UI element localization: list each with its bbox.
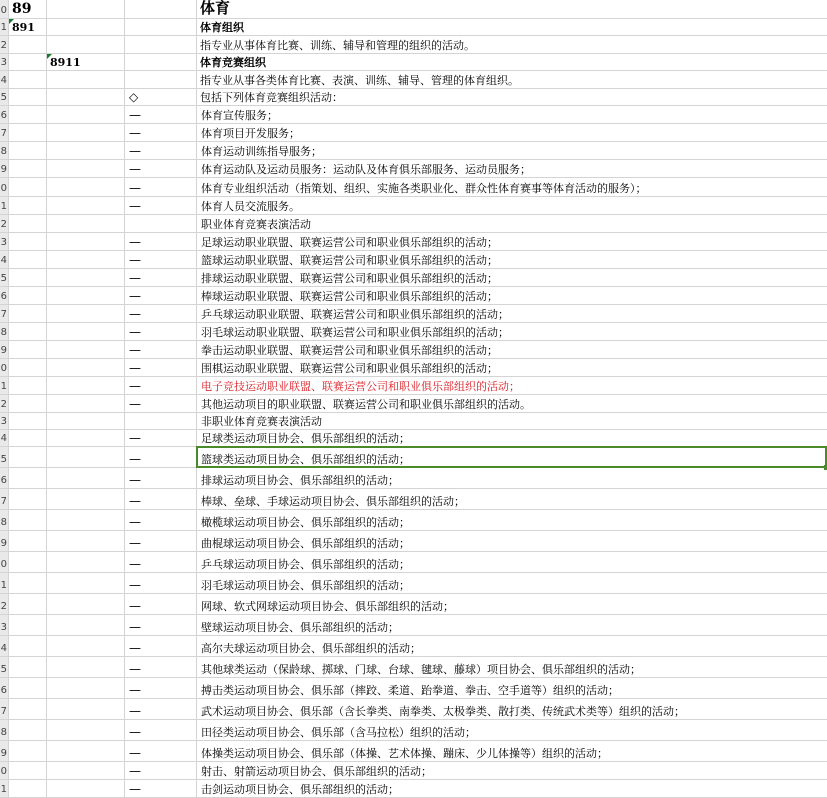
sheet-row: [0, 71, 827, 89]
cell-col-b[interactable]: [47, 197, 125, 214]
cell-col-a[interactable]: [9, 178, 47, 196]
cell-col-d[interactable]: 电子竞技运动职业联盟、联赛运营公司和职业俱乐部组织的活动；: [201, 380, 520, 393]
sheet-row: [0, 510, 827, 531]
cell-col-a[interactable]: [9, 160, 47, 177]
cell-col-a[interactable]: [9, 510, 47, 530]
cell-col-b[interactable]: [47, 178, 125, 196]
cell-col-c[interactable]: —: [125, 233, 197, 250]
sheet-row: [0, 269, 827, 287]
sheet-row: [0, 573, 827, 594]
cell-col-d[interactable]: 棒球、垒球、手球运动项目协会、俱乐部组织的活动；: [201, 495, 465, 508]
cell-col-d[interactable]: 体育宣传服务；: [201, 109, 278, 122]
row-header[interactable]: 5: [0, 657, 9, 677]
cell-col-c[interactable]: [125, 19, 197, 35]
cell-col-d[interactable]: 羽毛球运动职业联盟、联赛运营公司和职业俱乐部组织的活动；: [201, 326, 509, 339]
cell-col-a[interactable]: [9, 233, 47, 250]
cell-col-b[interactable]: [47, 552, 125, 572]
cell-col-c[interactable]: —: [125, 160, 197, 177]
cell-col-d[interactable]: 体育专业组织活动（指策划、组织、实施各类职业化、群众性体育赛事等体育活动的服务）；: [201, 182, 647, 195]
cell-col-a[interactable]: [9, 71, 47, 88]
cell-col-a[interactable]: [9, 741, 47, 761]
cell-col-b[interactable]: [47, 287, 125, 304]
cell-col-d[interactable]: 乒乓球运动职业联盟、联赛运营公司和职业俱乐部组织的活动；: [201, 308, 509, 321]
row-header[interactable]: 4: [0, 251, 9, 268]
cell-col-d[interactable]: 搏击类运动项目协会、俱乐部（摔跤、柔道、跆拳道、拳击、空手道等）组织的活动；: [201, 684, 619, 697]
cell-col-d[interactable]: 曲棍球运动项目协会、俱乐部组织的活动；: [201, 537, 410, 550]
sheet-row: [0, 106, 827, 124]
cell-col-b[interactable]: [47, 106, 125, 123]
row-header[interactable]: 0: [0, 552, 9, 572]
cell-col-a[interactable]: [9, 430, 47, 446]
cell-col-b[interactable]: [47, 468, 125, 488]
cell-col-b[interactable]: [47, 233, 125, 250]
cell-col-a[interactable]: [9, 89, 47, 105]
sheet-row: [0, 233, 827, 251]
cell-col-b[interactable]: [47, 678, 125, 698]
row-header[interactable]: 9: [0, 160, 9, 177]
cell-col-c[interactable]: —: [125, 287, 197, 304]
cell-col-c[interactable]: [125, 0, 197, 18]
cell-col-b[interactable]: [47, 215, 125, 232]
cell-col-c[interactable]: —: [125, 323, 197, 340]
row-header[interactable]: 5: [0, 269, 9, 286]
sheet-row: [0, 741, 827, 762]
sheet-row: [0, 615, 827, 636]
cell-col-c[interactable]: —: [125, 762, 197, 779]
row-header[interactable]: 7: [0, 699, 9, 719]
cell-col-c[interactable]: —: [125, 305, 197, 322]
cell-col-d[interactable]: 非职业体育竞赛表演活动: [201, 415, 322, 428]
cell-col-d[interactable]: 指专业从事各类体育比赛、表演、训练、辅导、管理的体育组织。: [200, 74, 519, 87]
cell-col-d[interactable]: 高尔夫球运动项目协会、俱乐部组织的活动；: [201, 642, 421, 655]
cell-col-c[interactable]: —: [125, 636, 197, 656]
cell-col-c[interactable]: —: [125, 780, 197, 797]
sheet-row: [0, 762, 827, 780]
cell-col-d[interactable]: 橄榄球运动项目协会、俱乐部组织的活动；: [201, 516, 410, 529]
cell-col-a[interactable]: [9, 251, 47, 268]
cell-col-d[interactable]: 其他运动项目的职业联盟、联赛运营公司和职业俱乐部组织的活动。: [201, 398, 531, 411]
cell-col-a[interactable]: [9, 395, 47, 412]
row-header[interactable]: 8: [0, 510, 9, 530]
cell-col-c[interactable]: [125, 413, 197, 429]
row-header[interactable]: 3: [0, 54, 9, 70]
cell-col-a[interactable]: [9, 447, 47, 467]
cell-col-a[interactable]: [9, 197, 47, 214]
row-header[interactable]: 2: [0, 594, 9, 614]
cell-col-b[interactable]: [47, 323, 125, 340]
cell-col-b[interactable]: [47, 71, 125, 88]
row-header[interactable]: 1: [0, 573, 9, 593]
cell-col-d[interactable]: 体育运动队及运动员服务：运动队及体育俱乐部服务、运动员服务；: [201, 163, 531, 176]
cell-col-a[interactable]: [9, 573, 47, 593]
cell-col-b[interactable]: [47, 19, 125, 35]
cell-col-a[interactable]: [9, 36, 47, 53]
cell-col-c[interactable]: —: [125, 341, 197, 358]
cell-col-c[interactable]: —: [125, 124, 197, 141]
cell-col-a[interactable]: [9, 636, 47, 656]
cell-col-a[interactable]: [9, 615, 47, 635]
sheet-row: [0, 19, 827, 36]
cell-col-c[interactable]: —: [125, 531, 197, 551]
cell-col-d[interactable]: 壁球运动项目协会、俱乐部组织的活动；: [201, 621, 399, 634]
cell-col-a[interactable]: 89: [9, 0, 47, 18]
cell-col-d[interactable]: 体育运动训练指导服务；: [201, 145, 322, 158]
cell-col-b[interactable]: [47, 124, 125, 141]
sheet-row: [0, 359, 827, 377]
cell-col-d[interactable]: 体育竞赛组织: [200, 56, 266, 69]
cell-col-b[interactable]: [47, 413, 125, 429]
cell-col-c[interactable]: —: [125, 468, 197, 488]
cell-col-d[interactable]: 体育: [200, 0, 231, 17]
row-header[interactable]: 7: [0, 489, 9, 509]
sheet-row: [0, 305, 827, 323]
cell-col-c[interactable]: —: [125, 657, 197, 677]
cell-col-b[interactable]: [47, 699, 125, 719]
cell-col-a[interactable]: [9, 269, 47, 286]
cell-col-b[interactable]: [47, 341, 125, 358]
cell-col-c[interactable]: —: [125, 594, 197, 614]
cell-col-b[interactable]: [47, 780, 125, 797]
cell-col-a[interactable]: [9, 489, 47, 509]
sheet-row: [0, 160, 827, 178]
cell-col-c[interactable]: —: [125, 395, 197, 412]
cell-col-c[interactable]: [125, 71, 197, 88]
sheet-row: [0, 36, 827, 54]
cell-col-b[interactable]: [47, 395, 125, 412]
cell-col-a[interactable]: [9, 377, 47, 394]
sheet-row: [0, 142, 827, 160]
cell-col-a[interactable]: [9, 413, 47, 429]
cell-col-a[interactable]: [9, 323, 47, 340]
sheet-row: [0, 395, 827, 413]
row-header[interactable]: 8: [0, 720, 9, 740]
error-indicator-icon: [9, 19, 14, 24]
cell-col-b[interactable]: [47, 720, 125, 740]
row-header[interactable]: 4: [0, 430, 9, 446]
sheet-row: [0, 531, 827, 552]
row-header[interactable]: 6: [0, 678, 9, 698]
cell-col-d[interactable]: 体育组织: [200, 21, 244, 34]
cell-col-b[interactable]: [47, 0, 125, 18]
row-header[interactable]: 1: [0, 197, 9, 214]
row-header[interactable]: 8: [0, 323, 9, 340]
cell-col-d[interactable]: 职业体育竞赛表演活动: [201, 218, 311, 231]
cell-col-d[interactable]: 篮球类运动项目协会、俱乐部组织的活动；: [201, 453, 410, 466]
cell-col-c[interactable]: —: [125, 615, 197, 635]
sheet-row: [0, 413, 827, 430]
sheet-row: [0, 636, 827, 657]
cell-col-b[interactable]: [47, 142, 125, 159]
cell-col-d[interactable]: 其他球类运动（保龄球、掷球、门球、台球、毽球、藤球）项目协会、俱乐部组织的活动；: [201, 663, 641, 676]
row-header[interactable]: 3: [0, 413, 9, 429]
cell-col-b[interactable]: [47, 269, 125, 286]
cell-col-b[interactable]: [47, 657, 125, 677]
cell-col-d[interactable]: 拳击运动职业联盟、联赛运营公司和职业俱乐部组织的活动；: [201, 344, 498, 357]
cell-col-c[interactable]: —: [125, 197, 197, 214]
cell-col-b[interactable]: [47, 305, 125, 322]
cell-col-a[interactable]: [9, 106, 47, 123]
sheet-row: [0, 720, 827, 741]
row-header[interactable]: 6: [0, 468, 9, 488]
sheet-row: [0, 215, 827, 233]
cell-col-a[interactable]: [9, 594, 47, 614]
cell-col-d[interactable]: 田径类运动项目协会、俱乐部（含马拉松）组织的活动；: [201, 726, 476, 739]
sheet-row: [0, 287, 827, 305]
row-header[interactable]: 8: [0, 142, 9, 159]
cell-col-a[interactable]: [9, 678, 47, 698]
cell-col-a[interactable]: [9, 468, 47, 488]
cell-col-b[interactable]: [47, 594, 125, 614]
row-header[interactable]: 6: [0, 106, 9, 123]
cell-col-a[interactable]: [9, 531, 47, 551]
row-header[interactable]: 3: [0, 233, 9, 250]
cell-col-b[interactable]: [47, 531, 125, 551]
sheet-row: [0, 54, 827, 71]
cell-col-b[interactable]: [47, 251, 125, 268]
cell-col-c[interactable]: —: [125, 251, 197, 268]
row-header[interactable]: 9: [0, 531, 9, 551]
cell-col-b[interactable]: [47, 359, 125, 376]
cell-col-d[interactable]: 网球、软式网球运动项目协会、俱乐部组织的活动；: [201, 600, 454, 613]
row-header[interactable]: 1: [0, 780, 9, 797]
row-header[interactable]: 0: [0, 178, 9, 196]
cell-col-c[interactable]: [125, 36, 197, 53]
row-header[interactable]: 9: [0, 741, 9, 761]
cell-col-b[interactable]: [47, 377, 125, 394]
row-header[interactable]: 2: [0, 215, 9, 232]
cell-col-c[interactable]: —: [125, 510, 197, 530]
sheet-row: [0, 0, 827, 19]
row-header[interactable]: 6: [0, 287, 9, 304]
cell-col-b[interactable]: [47, 430, 125, 446]
cell-col-a[interactable]: [9, 780, 47, 797]
cell-col-b[interactable]: 8911: [47, 54, 125, 70]
cell-col-c[interactable]: —: [125, 489, 197, 509]
row-header[interactable]: 5: [0, 89, 9, 105]
row-header[interactable]: 7: [0, 305, 9, 322]
cell-col-b[interactable]: [47, 89, 125, 105]
cell-col-d[interactable]: 包括下列体育竞赛组织活动：: [200, 91, 343, 104]
cell-col-c[interactable]: —: [125, 678, 197, 698]
cell-col-c[interactable]: —: [125, 106, 197, 123]
sheet-row: [0, 323, 827, 341]
cell-col-d[interactable]: 排球运动职业联盟、联赛运营公司和职业俱乐部组织的活动；: [201, 272, 498, 285]
sheet-row: [0, 447, 827, 468]
cell-col-a[interactable]: [9, 142, 47, 159]
cell-col-d[interactable]: 排球运动项目协会、俱乐部组织的活动；: [201, 474, 399, 487]
sheet-row: [0, 178, 827, 197]
cell-col-d[interactable]: 体育项目开发服务；: [201, 127, 300, 140]
cell-col-c[interactable]: —: [125, 552, 197, 572]
row-header[interactable]: 4: [0, 71, 9, 88]
cell-col-c[interactable]: —: [125, 447, 197, 467]
cell-col-a[interactable]: [9, 720, 47, 740]
cell-col-c[interactable]: —: [125, 269, 197, 286]
row-header[interactable]: 2: [0, 36, 9, 53]
sheet-row: [0, 377, 827, 395]
row-header[interactable]: 0: [0, 0, 9, 18]
cell-col-a[interactable]: [9, 341, 47, 358]
sheet-row: [0, 89, 827, 106]
cell-col-d[interactable]: 乒乓球运动项目协会、俱乐部组织的活动；: [201, 558, 410, 571]
cell-col-b[interactable]: [47, 447, 125, 467]
sheet-row: [0, 489, 827, 510]
row-header[interactable]: 4: [0, 636, 9, 656]
sheet-row: [0, 197, 827, 215]
row-header[interactable]: 7: [0, 124, 9, 141]
cell-col-a[interactable]: [9, 305, 47, 322]
cell-col-d[interactable]: 棒球运动职业联盟、联赛运营公司和职业俱乐部组织的活动；: [201, 290, 498, 303]
sheet-row: [0, 657, 827, 678]
cell-col-c[interactable]: —: [125, 430, 197, 446]
cell-col-a[interactable]: 891: [9, 19, 47, 35]
cell-col-d[interactable]: 体操类运动项目协会、俱乐部（体操、艺术体操、蹦床、少儿体操等）组织的活动；: [201, 747, 608, 760]
cell-col-b[interactable]: [47, 636, 125, 656]
cell-col-b[interactable]: [47, 615, 125, 635]
sheet-row: [0, 699, 827, 720]
cell-col-d[interactable]: 体育人员交流服务。: [201, 200, 300, 213]
cell-col-a[interactable]: [9, 54, 47, 70]
cell-col-c[interactable]: —: [125, 359, 197, 376]
cell-col-a[interactable]: [9, 215, 47, 232]
row-header[interactable]: 5: [0, 447, 9, 467]
cell-col-c[interactable]: ◇: [125, 89, 197, 105]
cell-col-b[interactable]: [47, 762, 125, 779]
cell-col-c[interactable]: —: [125, 178, 197, 196]
row-header[interactable]: 3: [0, 615, 9, 635]
cell-col-a[interactable]: [9, 699, 47, 719]
cell-col-a[interactable]: [9, 552, 47, 572]
cell-col-c[interactable]: [125, 54, 197, 70]
cell-col-b[interactable]: [47, 510, 125, 530]
cell-col-d[interactable]: 武术运动项目协会、俱乐部（含长拳类、南拳类、太极拳类、散打类、传统武术类等）组织的活动；: [201, 705, 685, 718]
cell-col-b[interactable]: [47, 160, 125, 177]
cell-col-c[interactable]: —: [125, 699, 197, 719]
cell-col-a[interactable]: [9, 762, 47, 779]
cell-col-c[interactable]: —: [125, 142, 197, 159]
cell-col-d[interactable]: 围棋运动职业联盟、联赛运营公司和职业俱乐部组织的活动；: [201, 362, 498, 375]
sheet-row: [0, 678, 827, 699]
cell-col-a[interactable]: [9, 287, 47, 304]
cell-col-b[interactable]: [47, 573, 125, 593]
cell-col-c[interactable]: [125, 215, 197, 232]
cell-col-b[interactable]: [47, 741, 125, 761]
sheet-row: [0, 780, 827, 798]
error-indicator-icon: [47, 54, 52, 59]
cell-col-b[interactable]: [47, 489, 125, 509]
cell-col-b[interactable]: [47, 36, 125, 53]
cell-col-d[interactable]: 羽毛球运动项目协会、俱乐部组织的活动；: [201, 579, 410, 592]
row-header[interactable]: 0: [0, 359, 9, 376]
cell-col-d[interactable]: 篮球运动职业联盟、联赛运营公司和职业俱乐部组织的活动；: [201, 254, 498, 267]
sheet-row: [0, 552, 827, 573]
cell-col-d[interactable]: 足球类运动项目协会、俱乐部组织的活动；: [201, 432, 410, 445]
sheet-row: [0, 341, 827, 359]
row-header[interactable]: 2: [0, 395, 9, 412]
sheet-row: [0, 468, 827, 489]
row-header[interactable]: 0: [0, 762, 9, 779]
cell-col-c[interactable]: —: [125, 720, 197, 740]
sheet-row: [0, 594, 827, 615]
cell-col-d[interactable]: 击剑运动项目协会、俱乐部组织的活动；: [201, 783, 399, 796]
row-header[interactable]: 9: [0, 341, 9, 358]
cell-col-a[interactable]: [9, 657, 47, 677]
cell-col-c[interactable]: —: [125, 377, 197, 394]
sheet-row: [0, 251, 827, 269]
sheet-row: [0, 124, 827, 142]
cell-col-c[interactable]: —: [125, 573, 197, 593]
cell-col-a[interactable]: [9, 359, 47, 376]
cell-col-d[interactable]: 指专业从事体育比赛、训练、辅导和管理的组织的活动。: [200, 39, 475, 52]
cell-col-d[interactable]: 射击、射箭运动项目协会、俱乐部组织的活动；: [201, 765, 432, 778]
cell-col-a[interactable]: [9, 124, 47, 141]
row-header[interactable]: 1: [0, 19, 9, 35]
cell-col-c[interactable]: —: [125, 741, 197, 761]
cell-col-d[interactable]: 足球运动职业联盟、联赛运营公司和职业俱乐部组织的活动；: [201, 236, 498, 249]
row-header[interactable]: 1: [0, 377, 9, 394]
sheet-row: [0, 430, 827, 447]
